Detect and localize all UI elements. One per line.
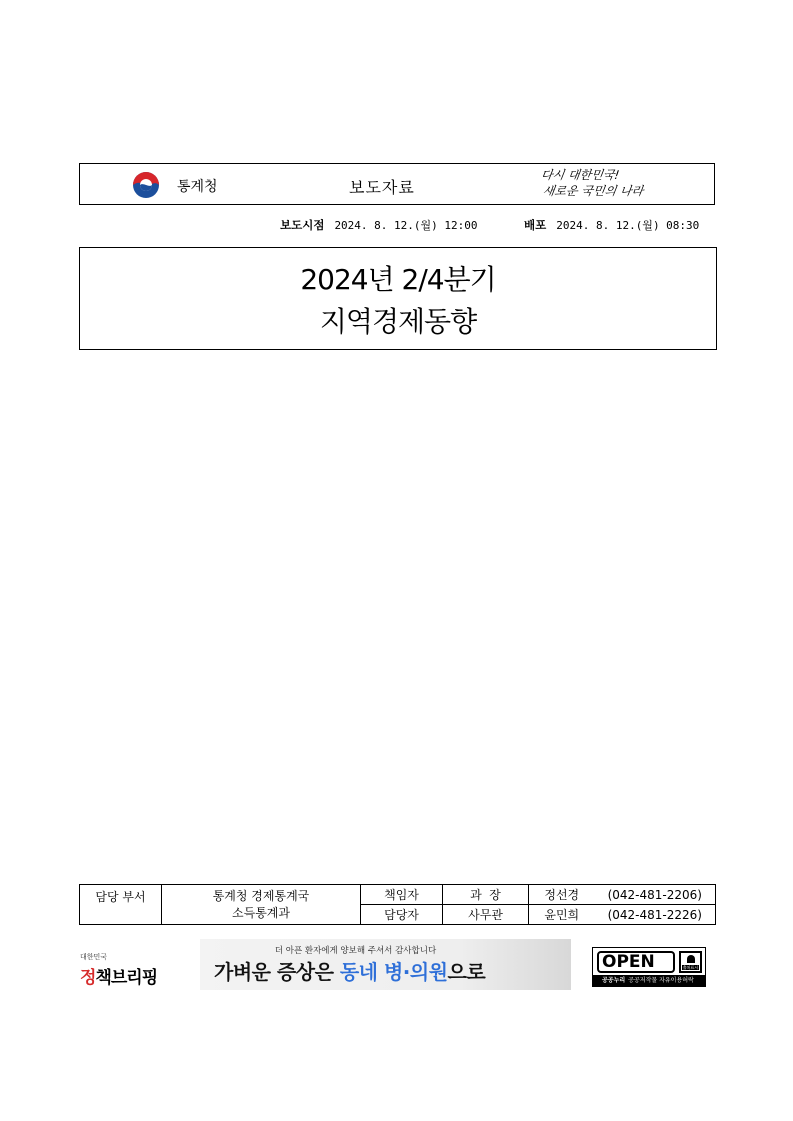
open-license-mark: [592, 947, 706, 987]
slogan-line-1: 다시 대한민국!: [540, 168, 621, 182]
phone-cell: (042-481-2226): [595, 905, 716, 925]
briefing-wordmark: [80, 963, 172, 988]
name-cell: 정선경: [529, 885, 595, 905]
table-row: [80, 885, 716, 905]
dept-line-1: 통계청 경제통계국: [212, 888, 310, 903]
agency-name: 통계청: [177, 179, 218, 195]
press-header: [79, 163, 715, 205]
position-cell: 과 장: [443, 885, 529, 905]
title-box: [79, 247, 717, 350]
role-cell: 책임자: [361, 885, 443, 905]
dept-label-cell: 담당 부서: [80, 885, 162, 925]
campaign-banner[interactable]: [200, 939, 571, 990]
briefing-red-char: 정: [80, 968, 96, 988]
role-cell: 담당자: [361, 905, 443, 925]
license-bar: [593, 975, 705, 986]
title-line-2: 지역경제동향: [319, 305, 477, 338]
slogan-line-2: 새로운 국민의 나라: [541, 184, 645, 198]
phone-cell: (042-481-2206): [595, 885, 716, 905]
slogan: [538, 167, 647, 199]
distribution-time: [524, 217, 699, 233]
government-logo-icon: [132, 171, 160, 199]
title-line-1: 2024년 2/4분기: [300, 263, 496, 296]
banner-main-a: 가벼운 증상은: [214, 960, 340, 984]
distribution-value: 2024. 8. 12.(월) 08:30: [556, 219, 700, 232]
banner-main-b: 동네 병·의원: [339, 960, 448, 984]
attribution-label: 출처표시: [682, 965, 699, 970]
name-cell: 윤민희: [529, 905, 595, 925]
position-cell: 사무관: [443, 905, 529, 925]
open-word: OPEN: [597, 951, 675, 973]
banner-top-text: 더 아픈 환자에게 양보해 주셔서 감사합니다: [274, 946, 437, 956]
distribution-label: 배포: [524, 218, 547, 232]
embargo-label: 보도시점: [280, 218, 325, 232]
dept-line-2: 소득통계과: [232, 905, 290, 920]
person-icon: [687, 955, 695, 963]
dept-cell: [162, 885, 361, 925]
contact-table: [79, 884, 716, 925]
briefing-rest: 책브리핑: [95, 968, 158, 988]
embargo-time: [280, 217, 478, 233]
banner-main-text: [214, 956, 485, 985]
press-release-label: 보도자료: [349, 178, 415, 197]
banner-main-c: 으로: [447, 960, 486, 984]
license-bar-text: 공공저작물 자유이용허락: [628, 977, 694, 984]
briefing-small-text: 대한민국: [80, 953, 108, 961]
license-bar-bold: 공공누리: [602, 977, 626, 984]
policy-briefing-logo[interactable]: [80, 952, 172, 988]
embargo-value: 2024. 8. 12.(월) 12:00: [334, 219, 478, 232]
attribution-icon: [679, 951, 702, 973]
